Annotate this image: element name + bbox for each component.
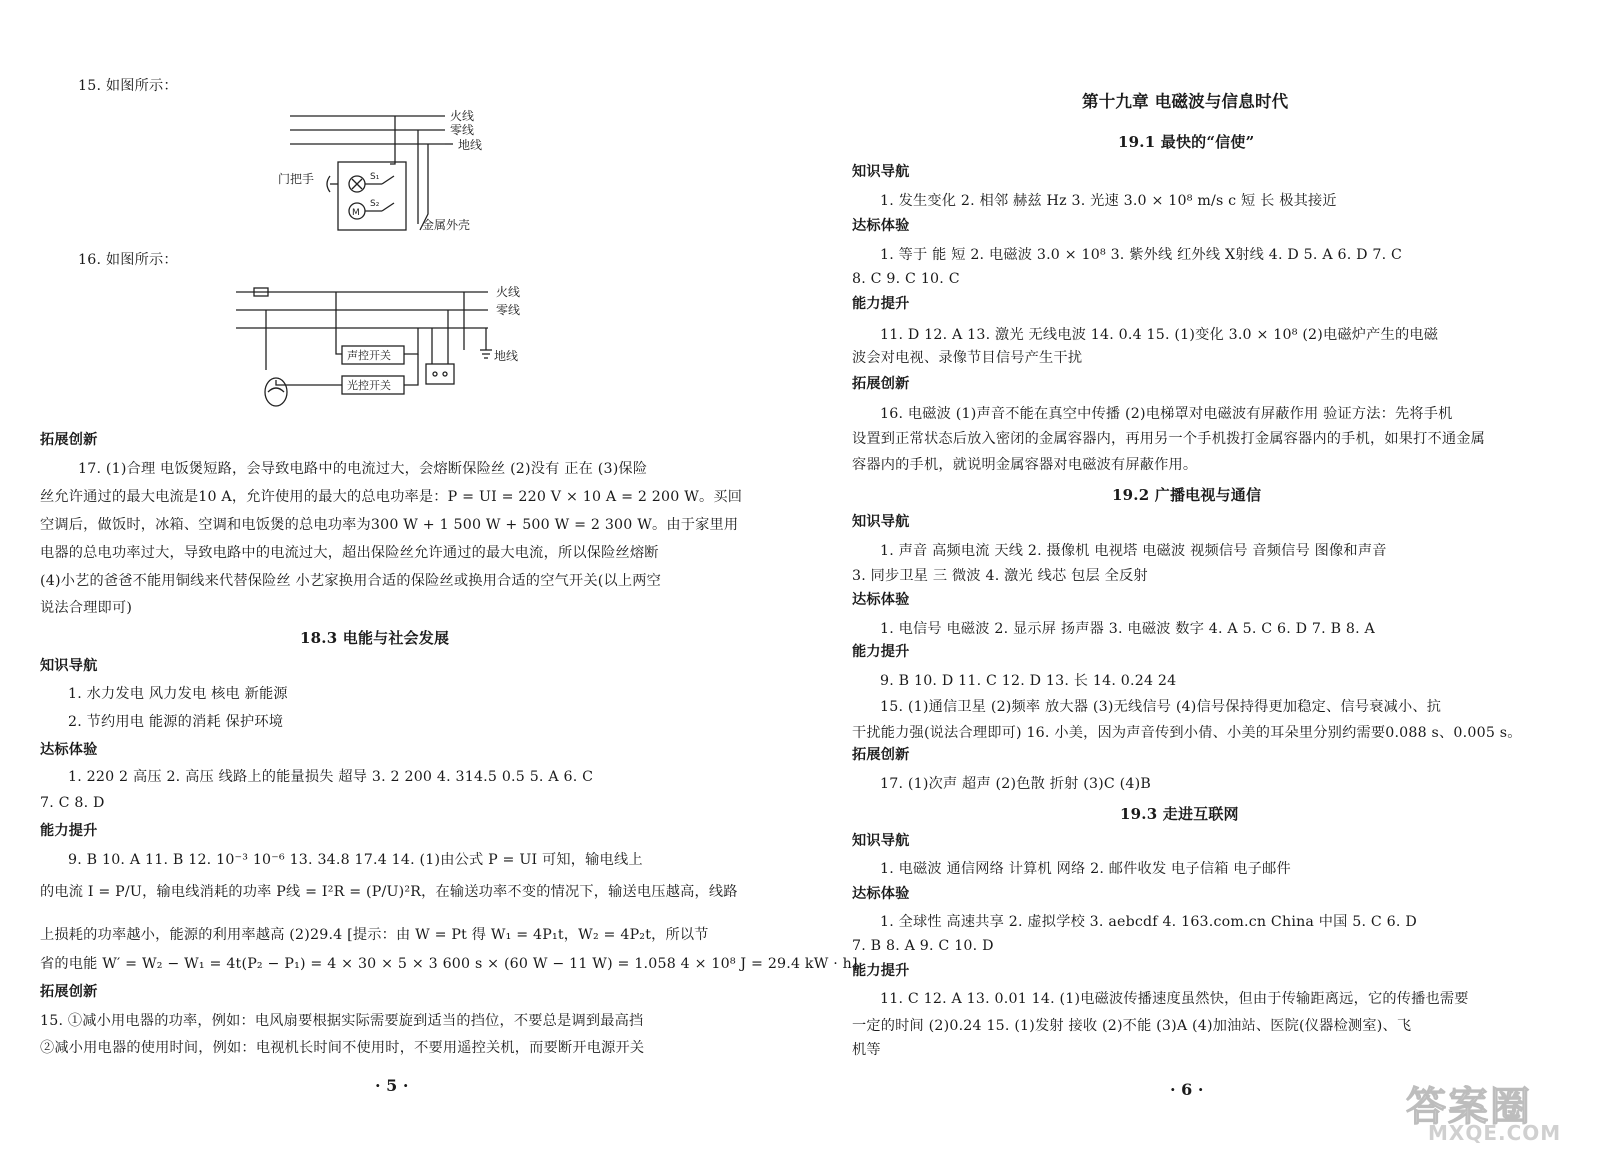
watermark-logo-text: 答案圈 (1406, 1084, 1532, 1130)
answer-line: 7. B 8. A 9. C 10. D (852, 938, 994, 954)
answer-line: 9. B 10. A 11. B 12. 10⁻³ 10⁻⁶ 13. 34.8 17.4 14. (1)由公式 P = UI 可知，输电线上 (68, 852, 643, 868)
answer-line: 17. (1)次声 超声 (2)色散 折射 (3)C (4)B (880, 776, 1151, 792)
section-heading-dabiao: 达标体验 (852, 592, 910, 608)
section-heading-zhishi: 知识导航 (852, 833, 910, 849)
answer-line: 9. B 10. D 11. C 12. D 13. 长 14. 0.24 24 (880, 673, 1177, 689)
section-heading-zhishi: 知识导航 (852, 514, 910, 530)
answer-line: 1. 水力发电 风力发电 核电 新能源 (68, 686, 288, 702)
metal-shell-label: 金属外壳 (422, 218, 471, 232)
section-heading-nengli: 能力提升 (40, 823, 98, 839)
answer-line: 3. 同步卫星 三 微波 4. 激光 线芯 包层 全反射 (852, 568, 1148, 584)
answer-line: 8. C 9. C 10. C (852, 271, 960, 287)
section-heading-dabiao: 达标体验 (852, 218, 910, 234)
section-heading-zhishi: 知识导航 (852, 164, 910, 180)
section-heading-tuozhan: 拓展创新 (40, 432, 98, 448)
light-switch-label: 光控开关 (347, 379, 391, 392)
answer-line: 1. 电磁波 通信网络 计算机 网络 2. 邮件收发 电子信箱 电子邮件 (880, 861, 1291, 877)
section-title-19-3: 19.3 走进互联网 (1120, 805, 1239, 823)
figure-16-circuit (228, 280, 528, 415)
answer-line: 1. 全球性 高速共享 2. 虚拟学校 3. aebcdf 4. 163.com.cn China 中国 5. C 6. D (880, 914, 1417, 930)
answer-line: 7. C 8. D (40, 795, 105, 811)
answer-line: 15. ①减小用电器的功率，例如：电风扇要根据实际需要旋到适当的挡位，不要总是调到最高挡 (40, 1013, 644, 1029)
q17-line: (4)小艺的爸爸不能用铜线来代替保险丝 小艺家换用合适的保险丝或换用合适的空气开关(以上两空 (40, 573, 662, 589)
answer-line: 的电流 I = P/U，输电线消耗的功率 P线 = I²R = (P/U)²R，在输送功率不变的情况下，输送电压越高，线路 (40, 884, 738, 900)
answer-line: 波会对电视、录像节目信号产生干扰 (852, 350, 1083, 366)
section-heading-nengli: 能力提升 (852, 644, 910, 660)
section-heading-tuozhan: 拓展创新 (852, 376, 910, 392)
q16-heading: 16. 如图所示： (78, 252, 178, 268)
answer-line: 设置到正常状态后放入密闭的金属容器内，再用另一个手机拨打金属容器内的手机，如果打不通金属 (852, 431, 1486, 447)
switch-s2-label: S₂ (370, 199, 380, 209)
q17-line: 丝允许通过的最大电流是10 A，允许使用的最大的总电功率是：P = UI = 220 V × 10 A = 2 200 W。买回 (40, 489, 743, 505)
answer-line: 上损耗的功率越小，能源的利用率越高 (2)29.4 [提示：由 W = Pt 得 W₁ = 4P₁t，W₂ = 4P₂t，所以节 (40, 927, 709, 943)
answer-line: 15. (1)通信卫星 (2)频率 放大器 (3)无线信号 (4)信号保持得更加稳定、信号衰减小、抗 (880, 699, 1442, 715)
answer-line: 机等 (852, 1042, 881, 1058)
live-wire-label: 火线 (450, 109, 475, 123)
switch-s1-label: S₁ (370, 172, 380, 182)
neutral-wire-label: 零线 (450, 123, 475, 137)
door-handle-label: 门把手 (278, 172, 315, 186)
section-title-18-3: 18.3 电能与社会发展 (300, 629, 450, 647)
q17-line: 空调后，做饭时，冰箱、空调和电饭煲的总电功率为300 W + 1 500 W + 500 W = 2 300 W。由于家里用 (40, 517, 739, 533)
answer-line: 一定的时间 (2)0.24 15. (1)发射 接收 (2)不能 (3)A (4)加油站、医院(仪器检测室)、飞 (852, 1018, 1412, 1034)
watermark-url: MXQE.COM (1428, 1121, 1562, 1145)
answer-line: 1. 发生变化 2. 相邻 赫兹 Hz 3. 光速 3.0 × 10⁸ m/s c 短 长 极其接近 (880, 193, 1337, 209)
section-heading-dabiao: 达标体验 (40, 742, 98, 758)
q15-heading: 15. 如图所示： (78, 78, 178, 94)
answer-line: 干扰能力强(说法合理即可) 16. 小美，因为声音传到小倩、小美的耳朵里分别约需要0.088 s、0.005 s。 (852, 725, 1522, 741)
answer-line: 1. 等于 能 短 2. 电磁波 3.0 × 10⁸ 3. 紫外线 红外线 X射线 4. D 5. A 6. D 7. C (880, 247, 1403, 263)
section-title-19-2: 19.2 广播电视与通信 (1112, 486, 1262, 504)
answer-line: 11. C 12. A 13. 0.01 14. (1)电磁波传播速度虽然快，但由于传输距离远，它的传播也需要 (880, 991, 1469, 1007)
watermark-logo (1388, 1075, 1588, 1147)
page-number: · 5 · (375, 1076, 409, 1095)
section-heading-zhishi: 知识导航 (40, 658, 98, 674)
section-heading-nengli: 能力提升 (852, 963, 910, 979)
fig16-neutral-label: 零线 (496, 303, 521, 317)
sound-switch-label: 声控开关 (347, 349, 391, 362)
q17-line: 电器的总电功率过大，导致电路中的电流过大，超出保险丝允许通过的最大电流，所以保险丝熔断 (40, 545, 659, 561)
answer-line: 16. 电磁波 (1)声音不能在真空中传播 (2)电梯罩对电磁波有屏蔽作用 验证方法：先将手机 (880, 406, 1453, 422)
motor-label: M (352, 208, 360, 218)
figure-15-circuit (270, 104, 500, 239)
answer-line: 1. 电信号 电磁波 2. 显示屏 扬声器 3. 电磁波 数字 4. A 5. C 6. D 7. B 8. A (880, 621, 1376, 637)
q17-line: 17. (1)合理 电饭煲短路，会导致电路中的电流过大，会熔断保险丝 (2)没有 正在 (3)保险 (78, 461, 648, 477)
section-heading-dabiao: 达标体验 (852, 886, 910, 902)
fig16-live-label: 火线 (496, 285, 521, 299)
q17-line: 说法合理即可) (40, 600, 133, 616)
answer-line: ②减小用电器的使用时间，例如：电视机长时间不使用时，不要用遥控关机，而要断开电源开关 (40, 1040, 645, 1056)
answer-line: 省的电能 W′ = W₂ − W₁ = 4t(P₂ − P₁) = 4 × 30 × 5 × 3 600 s × (60 W − 11 W) = 1.058 4 × 10⁸ J = 29.4 kW · h] (40, 956, 858, 972)
section-heading-tuozhan: 拓展创新 (40, 984, 98, 1000)
ground-wire-label: 地线 (458, 138, 483, 152)
fig16-ground-label: 地线 (494, 349, 519, 363)
answer-line: 11. D 12. A 13. 激光 无线电波 14. 0.4 15. (1)变化 3.0 × 10⁸ (2)电磁炉产生的电磁 (880, 327, 1439, 343)
answer-line: 2. 节约用电 能源的消耗 保护环境 (68, 714, 284, 730)
right-page (800, 0, 1600, 1149)
section-title-19-1: 19.1 最快的“信使” (1118, 133, 1255, 151)
section-heading-tuozhan: 拓展创新 (852, 747, 910, 763)
answer-line: 1. 220 2 高压 2. 高压 线路上的能量损失 超导 3. 2 200 4. 314.5 0.5 5. A 6. C (68, 769, 594, 785)
answer-line: 1. 声音 高频电流 天线 2. 摄像机 电视塔 电磁波 视频信号 音频信号 图像和声音 (880, 543, 1387, 559)
section-heading-nengli: 能力提升 (852, 296, 910, 312)
page-number: · 6 · (1170, 1080, 1204, 1099)
chapter-title: 第十九章 电磁波与信息时代 (1082, 92, 1289, 111)
answer-line: 容器内的手机，就说明金属容器对电磁波有屏蔽作用。 (852, 457, 1198, 473)
